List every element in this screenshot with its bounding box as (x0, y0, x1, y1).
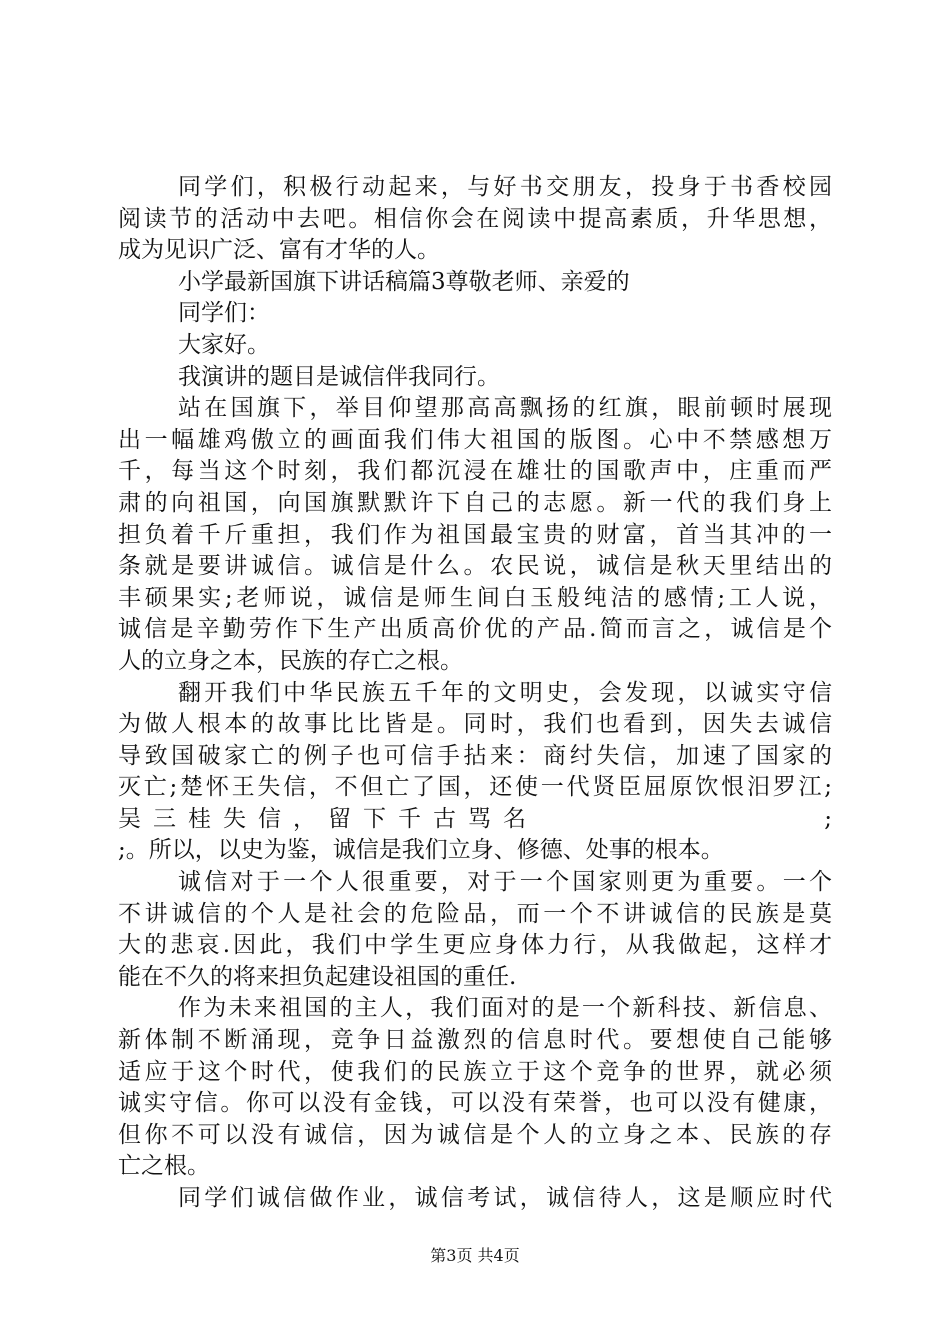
text-line: 作为未来祖国的主人，我们面对的是一个新科技、新信息、 (178, 995, 832, 1022)
text-line: 翻开我们中华民族五千年的文明史，会发现，以诚实守信 (178, 679, 832, 706)
text-line: 千，每当这个时刻，我们都沉浸在雄壮的国歌声中，庄重而严 (118, 458, 832, 485)
text-line: 出一幅雄鸡傲立的画面我们伟大祖国的版图。心中不禁感想万 (118, 426, 832, 453)
text-line: 阅读节的活动中去吧。相信你会在阅读中提高素质，升华思想， (118, 205, 832, 232)
text-line: 不讲诚信的个人是社会的危险品，而一个不讲诚信的民族是莫 (118, 900, 832, 927)
text-line: 新体制不断涌现，竞争日益激烈的信息时代。要想使自己能够 (118, 1027, 832, 1054)
text-line: 诚信对于一个人很重要，对于一个国家则更为重要。一个 (178, 869, 832, 896)
text-line: 诚信是辛勤劳作下生产出质高价优的产品.简而言之，诚信是个 (118, 616, 832, 643)
text-line: 亡之根。 (118, 1153, 210, 1180)
text-line: 能在不久的将来担负起建设祖国的重任. (118, 963, 517, 990)
text-line-tail: ; (824, 805, 832, 832)
text-line: 肃的向祖国，向国旗默默许下自己的志愿。新一代的我们身上 (118, 489, 832, 516)
text-line: 担负着千斤重担，我们作为祖国最宝贵的财富，首当其冲的一 (118, 521, 832, 548)
text-line (118, 804, 832, 836)
text-line: 导致国破家亡的例子也可信手拈来：商纣失信，加速了国家的 (118, 742, 832, 769)
text-line: ;。所以，以史为鉴，诚信是我们立身、修德、处事的根本。 (118, 837, 724, 864)
text-line: 灭亡;楚怀王失信，不但亡了国，还使一代贤臣屈原饮恨汨罗江; (118, 774, 832, 801)
text-line-segment: 吴三桂失信，留下千古骂名 (118, 805, 538, 832)
text-line: 小学最新国旗下讲话稿篇3尊敬老师、亲爱的 (178, 268, 630, 295)
text-line: 同学们： (178, 300, 270, 327)
text-line: 我演讲的题目是诚信伴我同行。 (178, 363, 500, 390)
text-line: 大的悲哀.因此，我们中学生更应身体力行，从我做起，这样才 (118, 932, 832, 959)
text-line: 同学们诚信做作业，诚信考试，诚信待人，这是顺应时代 (178, 1185, 832, 1211)
page-footer: 第3页 共4页 (430, 1246, 520, 1265)
text-line: 成为见识广泛、富有才华的人。 (118, 237, 440, 264)
document-body (118, 172, 832, 1215)
text-line: 适应于这个时代，使我们的民族立于这个竞争的世界，就必须 (118, 1058, 832, 1085)
text-line: 但你不可以没有诚信，因为诚信是个人的立身之本、民族的存 (118, 1121, 832, 1148)
text-line: 为做人根本的故事比比皆是。同时，我们也看到，因失去诚信 (118, 711, 832, 738)
text-line: 站在国旗下，举目仰望那高高飘扬的红旗，眼前顿时展现 (178, 395, 832, 422)
text-line: 丰硕果实;老师说，诚信是师生间白玉般纯洁的感情;工人说， (118, 584, 832, 611)
text-line: 同学们，积极行动起来，与好书交朋友，投身于书香校园 (178, 174, 832, 200)
text-line: 人的立身之本，民族的存亡之根。 (118, 647, 463, 674)
text-line: 诚实守信。你可以没有金钱，可以没有荣誉，也可以没有健康， (118, 1090, 832, 1117)
text-line: 大家好。 (178, 331, 270, 358)
text-line: 条就是要讲诚信。诚信是什么。农民说，诚信是秋天里结出的 (118, 553, 832, 580)
